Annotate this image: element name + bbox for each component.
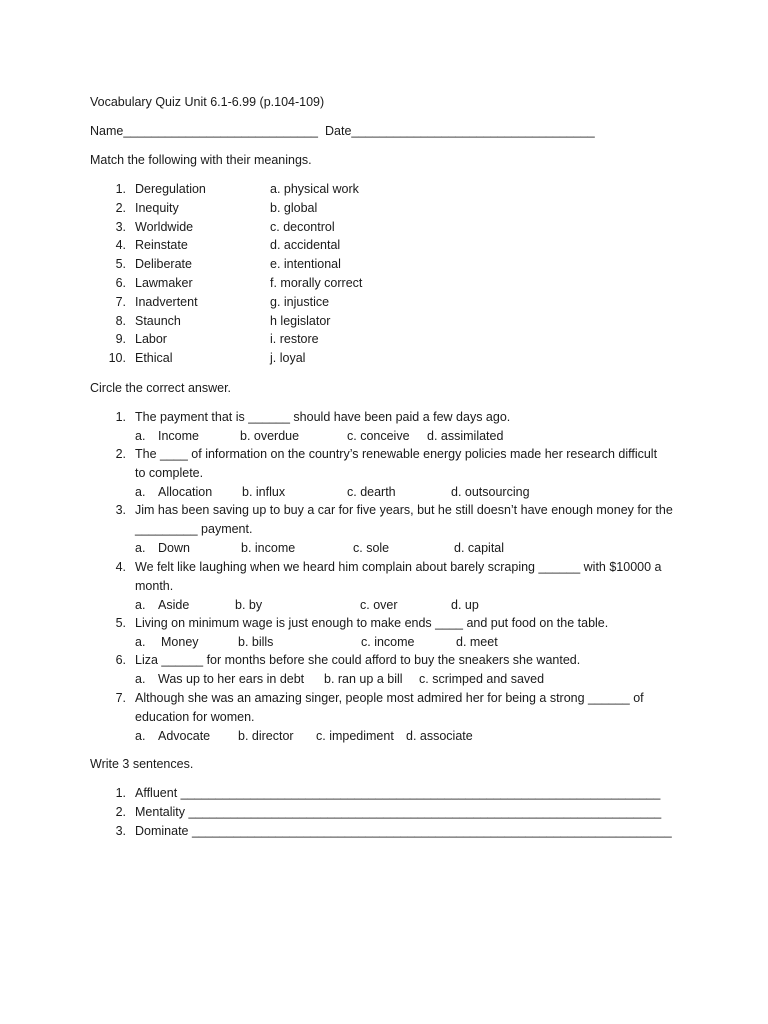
question-number: 1. <box>115 410 126 424</box>
answer-option: Allocation <box>158 484 213 499</box>
match-meaning: g. injustice <box>270 294 330 309</box>
answer-option: b. by <box>235 597 263 612</box>
match-meaning: c. decontrol <box>270 219 335 234</box>
quiz-title: Vocabulary Quiz Unit 6.1-6.99 (p.104-109) <box>90 95 325 109</box>
answer-option: c. conceive <box>347 428 410 443</box>
question-number: 7. <box>115 691 126 705</box>
answer-option: Advocate <box>158 728 211 743</box>
match-meaning: i. restore <box>270 332 319 347</box>
answer-option: d. outsourcing <box>451 484 530 499</box>
answer-option: d. associate <box>406 728 473 743</box>
answer-option: b. income <box>241 540 296 555</box>
answer-option: b. director <box>238 728 294 743</box>
match-number: 10. <box>108 351 126 366</box>
answer-option: c. scrimped and saved <box>419 671 545 686</box>
option-letter: a. <box>135 484 146 499</box>
match-number: 2. <box>115 200 126 215</box>
answer-option: c. sole <box>353 540 390 555</box>
sentence-line: Mentality ____________________________________________________________________ <box>135 804 662 819</box>
answer-option: b. overdue <box>240 428 300 443</box>
answer-option: d. capital <box>454 540 505 555</box>
date-field: Date___________________________________ <box>325 124 595 138</box>
option-letter: a. <box>135 428 146 443</box>
question-number: 6. <box>115 653 126 667</box>
question-text: Although she was an amazing singer, people most admired her for being a strong ______ of <box>135 691 644 705</box>
match-meaning: h legislator <box>270 313 331 328</box>
question-text: The ____ of information on the country’s renewable energy policies made her research difficult <box>135 447 658 461</box>
match-meaning: e. intentional <box>270 257 341 272</box>
answer-option: d. up <box>451 597 479 612</box>
option-letter: a. <box>135 597 146 612</box>
match-number: 4. <box>115 238 126 253</box>
sentence-line: Dominate _____________________________________________________________________ <box>135 823 672 838</box>
match-meaning: b. global <box>270 200 318 215</box>
match-term: Inequity <box>135 200 179 215</box>
question-text: Living on minimum wage is just enough to make ends ____ and put food on the table. <box>135 616 609 630</box>
answer-option: b. bills <box>238 634 274 649</box>
question-number: 2. <box>115 447 126 461</box>
question-text: month. <box>135 578 174 593</box>
question-number: 5. <box>115 616 126 630</box>
question-text: to complete. <box>135 465 204 480</box>
question-text: education for women. <box>135 709 255 724</box>
question-text: We felt like laughing when we heard him complain about barely scraping ______ with $10000 a <box>135 560 662 574</box>
match-number: 3. <box>115 219 126 234</box>
answer-option: c. impediment <box>316 728 394 743</box>
match-term: Ethical <box>135 351 173 366</box>
match-term: Inadvertent <box>135 294 198 309</box>
match-meaning: a. physical work <box>270 182 359 196</box>
answer-option: c. over <box>360 597 398 612</box>
matching-heading: Match the following with their meanings. <box>90 153 312 167</box>
answer-option: Income <box>158 428 199 443</box>
match-number: 8. <box>115 313 126 328</box>
question-number: 3. <box>115 503 126 517</box>
match-term: Labor <box>135 332 167 347</box>
match-term: Worldwide <box>135 219 194 234</box>
answer-option: b. ran up a bill <box>324 671 403 686</box>
match-meaning: j. loyal <box>270 351 306 366</box>
option-letter: a. <box>135 728 146 743</box>
match-term: Staunch <box>135 313 181 328</box>
answer-option: Money <box>161 634 199 649</box>
answer-option: c. dearth <box>347 484 396 499</box>
question-text: _________ payment. <box>135 521 253 536</box>
question-text: Jim has been saving up to buy a car for five years, but he still doesn’t have enough money for the <box>135 503 673 517</box>
match-number: 6. <box>115 276 126 290</box>
option-letter: a. <box>135 634 146 649</box>
answer-option: b. influx <box>242 484 286 499</box>
sentences-heading: Write 3 sentences. <box>90 757 194 771</box>
match-number: 1. <box>115 182 126 196</box>
answer-option: Down <box>158 540 190 555</box>
match-meaning: f. morally correct <box>270 276 363 290</box>
match-term: Lawmaker <box>135 276 193 290</box>
answer-option: Was up to her ears in debt <box>158 671 305 686</box>
option-letter: a. <box>135 671 146 686</box>
sentence-number: 3. <box>115 823 126 838</box>
sentence-number: 1. <box>115 786 126 800</box>
sentence-number: 2. <box>115 804 126 819</box>
sentence-line: Affluent _____________________________________________________________________ <box>135 786 661 800</box>
match-term: Reinstate <box>135 238 188 253</box>
name-field: Name____________________________ <box>90 124 318 138</box>
match-number: 9. <box>115 332 126 347</box>
circle-heading: Circle the correct answer. <box>90 381 232 395</box>
match-term: Deliberate <box>135 257 192 272</box>
match-meaning: d. accidental <box>270 238 341 253</box>
match-number: 7. <box>115 294 126 309</box>
answer-option: Aside <box>158 597 190 612</box>
question-text: Liza ______ for months before she could afford to buy the sneakers she wanted. <box>135 653 581 667</box>
question-number: 4. <box>115 560 126 574</box>
question-text: The payment that is ______ should have been paid a few days ago. <box>135 410 511 424</box>
match-term: Deregulation <box>135 182 206 196</box>
option-letter: a. <box>135 540 146 555</box>
match-number: 5. <box>115 257 126 272</box>
answer-option: d. meet <box>456 634 498 649</box>
answer-option: d. assimilated <box>427 428 504 443</box>
answer-option: c. income <box>361 634 415 649</box>
